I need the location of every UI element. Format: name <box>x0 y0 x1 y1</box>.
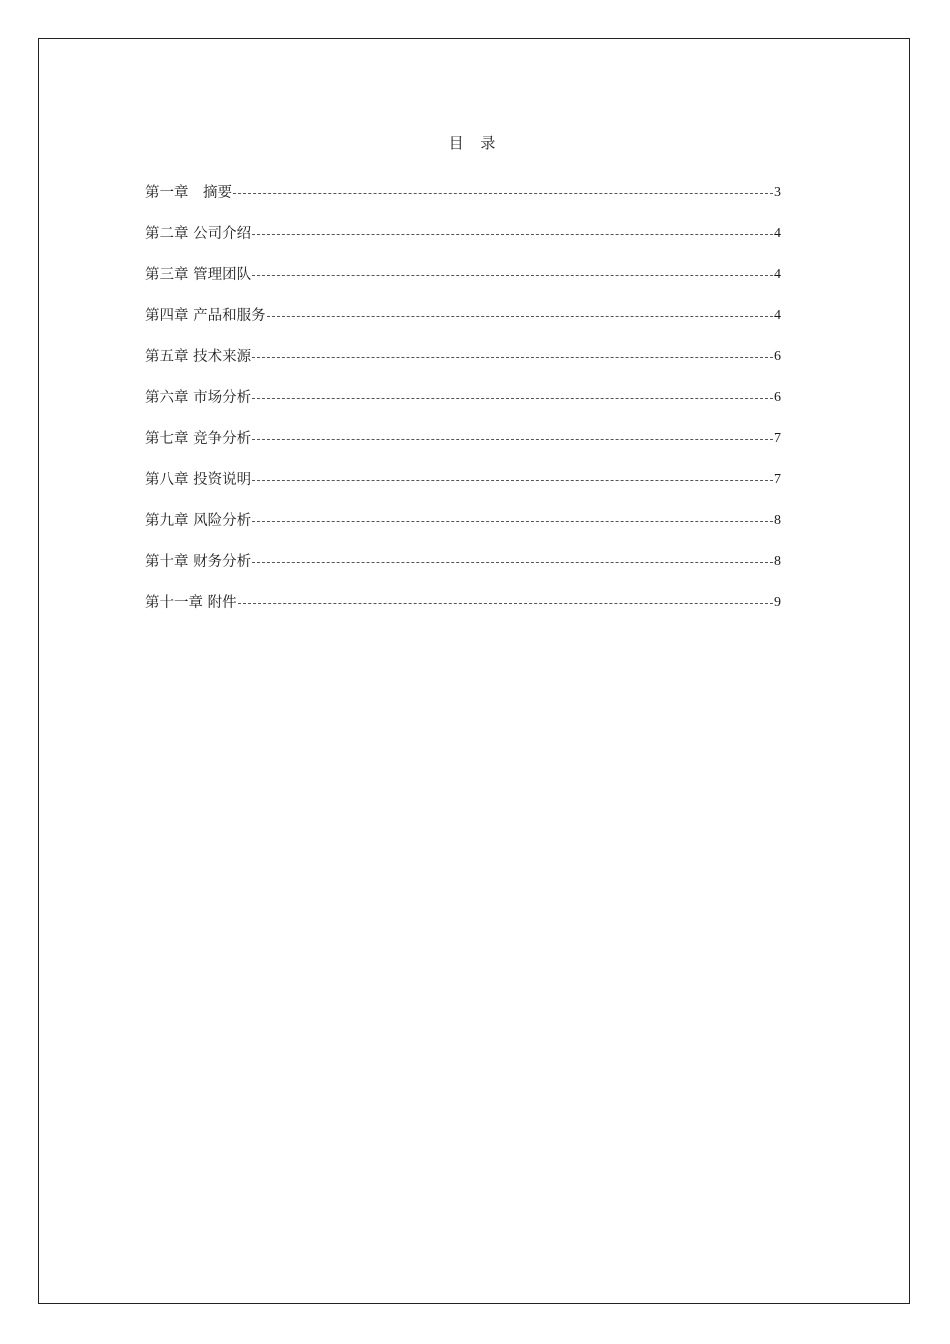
toc-title: 目 录 <box>448 134 502 152</box>
toc-leader-dots <box>252 275 773 276</box>
toc-entry[interactable] <box>145 459 781 500</box>
toc-entry[interactable] <box>145 500 781 541</box>
toc-leader-dots <box>238 603 773 604</box>
toc-leader-dots <box>267 316 773 317</box>
toc-leader-dots <box>252 562 773 563</box>
toc-entry[interactable] <box>145 377 781 418</box>
toc-entry[interactable] <box>145 582 781 623</box>
toc-entry-page: 8 <box>774 553 781 569</box>
toc-entry[interactable] <box>145 336 781 377</box>
toc-entry[interactable] <box>145 418 781 459</box>
toc-entry-label: 第八章 投资说明 <box>145 471 252 488</box>
toc-leader-dots <box>252 521 773 522</box>
toc-leader-dots <box>252 480 773 481</box>
toc-entry-page: 8 <box>774 512 781 528</box>
toc-entry[interactable] <box>145 213 781 254</box>
toc-leader-dots <box>252 234 773 235</box>
toc-leader-dots <box>252 357 773 358</box>
toc-entry-page: 4 <box>774 266 781 282</box>
toc-entry-label: 第七章 竞争分析 <box>145 430 252 447</box>
toc-entry-page: 7 <box>774 430 781 446</box>
toc-entry[interactable] <box>145 172 781 213</box>
toc-entry-label: 第四章 产品和服务 <box>145 307 266 324</box>
toc-entry-label: 第三章 管理团队 <box>145 266 252 283</box>
toc-leader-dots <box>252 439 773 440</box>
toc-entry-page: 6 <box>774 348 781 364</box>
toc-entry-page: 4 <box>774 307 781 323</box>
toc-entry-page: 6 <box>774 389 781 405</box>
toc-entry[interactable] <box>145 254 781 295</box>
toc-entry-page: 3 <box>774 184 781 200</box>
toc-entry-label: 第十章 财务分析 <box>145 553 252 570</box>
toc-entry-label: 第六章 市场分析 <box>145 389 252 406</box>
toc-entry-page: 4 <box>774 225 781 241</box>
toc-entry-page: 9 <box>774 594 781 610</box>
toc-leader-dots <box>252 398 773 399</box>
toc-entry-page: 7 <box>774 471 781 487</box>
toc-leader-dots <box>233 193 773 194</box>
toc-entry[interactable] <box>145 295 781 336</box>
toc-entry-label: 第九章 风险分析 <box>145 512 252 529</box>
toc-entry[interactable] <box>145 541 781 582</box>
table-of-contents <box>145 172 781 623</box>
toc-entry-label: 第一章 摘要 <box>145 184 232 201</box>
toc-entry-label: 第十一章 附件 <box>145 594 237 611</box>
toc-entry-label: 第二章 公司介绍 <box>145 225 252 242</box>
toc-entry-label: 第五章 技术来源 <box>145 348 252 365</box>
